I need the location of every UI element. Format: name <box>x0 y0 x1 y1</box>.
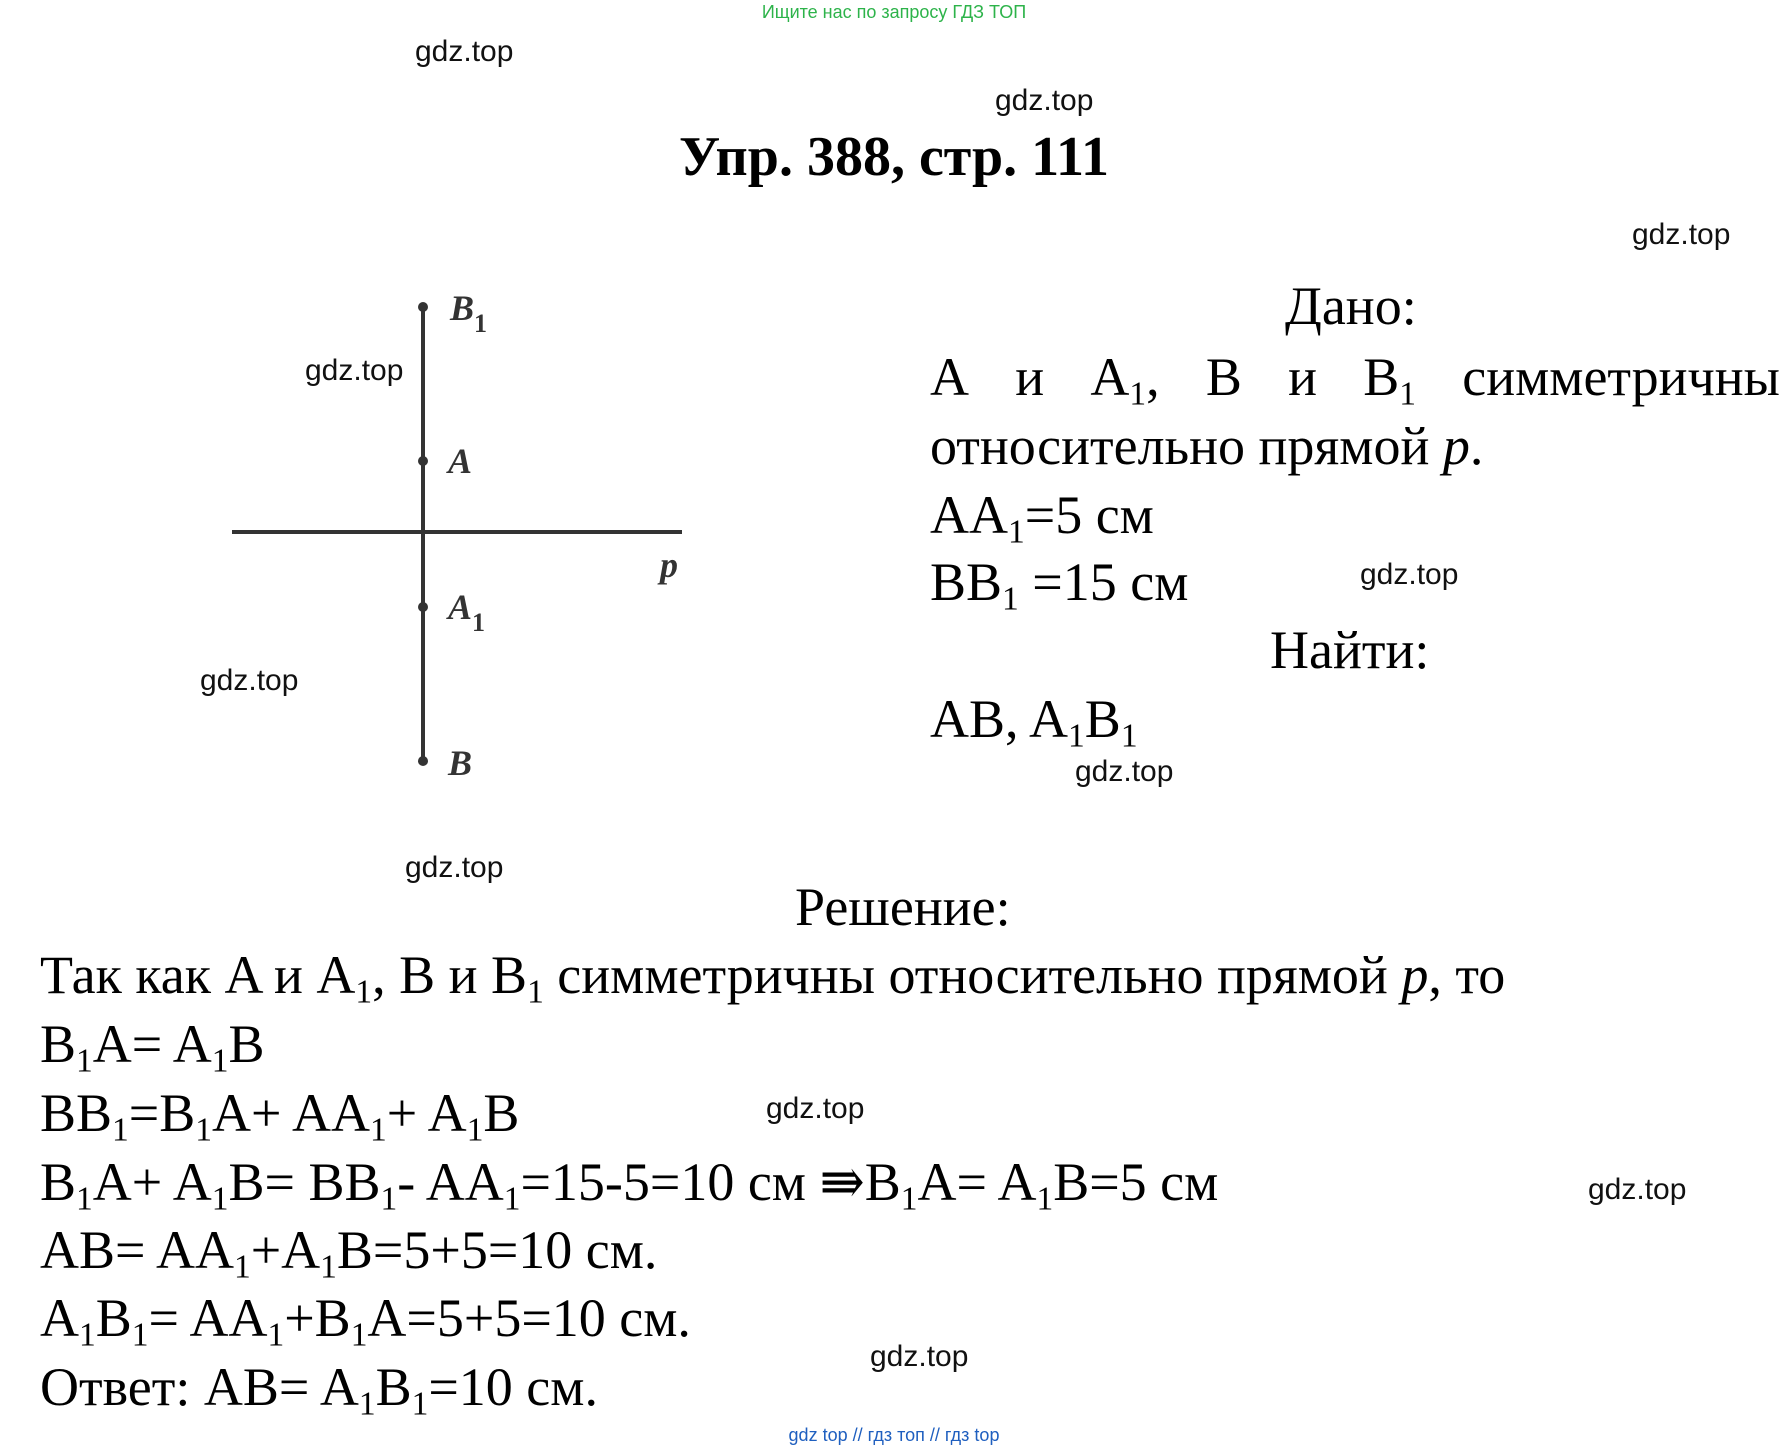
watermark: gdz.top <box>995 84 1094 117</box>
solution-line-5: $AB= AA_1+A_1B=5+5=10$ см. <box>40 1220 658 1286</box>
watermark: gdz.top <box>1360 558 1459 591</box>
given-symmetric-line: A и $A_1$, B и $B_1$ симметричны <box>930 347 1780 413</box>
watermark: gdz.top <box>415 35 514 68</box>
figure-svg <box>230 285 710 805</box>
watermark: gdz.top <box>870 1340 969 1373</box>
given-relative-line: относительно прямой p. <box>930 416 1484 476</box>
symmetry-figure <box>230 285 710 810</box>
watermark: gdz.top <box>766 1092 865 1125</box>
watermark: gdz.top <box>1075 755 1174 788</box>
given-bb1: $BB_1 =15$ см <box>930 552 1189 618</box>
label-p: p <box>660 545 678 585</box>
given-heading: Дано: <box>1285 276 1417 336</box>
point-a <box>418 456 428 466</box>
solution-line-1: Так как A и $A_1$, B и $B_1$ симметричны относительно прямой p, то <box>40 945 1506 1011</box>
solution-line-2: $B_1A= A_1B$ <box>40 1014 265 1080</box>
solution-line-3: $BB_1=B_1A+ AA_1+ A_1B$ <box>40 1083 520 1149</box>
watermark: gdz.top <box>1588 1173 1687 1206</box>
point-b1 <box>418 302 428 312</box>
point-b <box>418 756 428 766</box>
label-a1: $A_1$ <box>448 587 486 637</box>
point-a1 <box>418 602 428 612</box>
watermark: gdz.top <box>305 354 404 387</box>
solution-line-4: $B_1A+ A_1B= BB_1-$ $AA_1=15-5=10$ см $⇛B_1A= A_1B=5$ см <box>40 1152 1219 1218</box>
solution-line-7: Ответ: $AB= A_1B_1=10$ см. <box>40 1357 598 1423</box>
watermark: gdz.top <box>405 851 504 884</box>
watermark: gdz.top <box>200 664 299 697</box>
find-values: AB, $A_1B_1$ <box>930 689 1138 755</box>
solution-line-6: $A_1B_1= AA_1+B_1A=5+5=10$ см. <box>40 1288 691 1354</box>
label-a: A <box>448 441 473 481</box>
given-aa1: $AA_1=5$ см <box>930 485 1154 551</box>
watermark: gdz.top <box>1632 218 1731 251</box>
label-b: B <box>448 743 473 783</box>
find-heading: Найти: <box>1270 620 1430 680</box>
top-banner: Ищите нас по запросу ГДЗ ТОП <box>761 2 1027 22</box>
solution-heading: Решение: <box>795 877 1011 937</box>
label-b1: $B_1$ <box>450 288 488 338</box>
bottom-banner: gdz top // гдз топ // гдз top <box>788 1425 1000 1445</box>
page-title: Упр. 388, стр. 111 <box>679 126 1109 188</box>
